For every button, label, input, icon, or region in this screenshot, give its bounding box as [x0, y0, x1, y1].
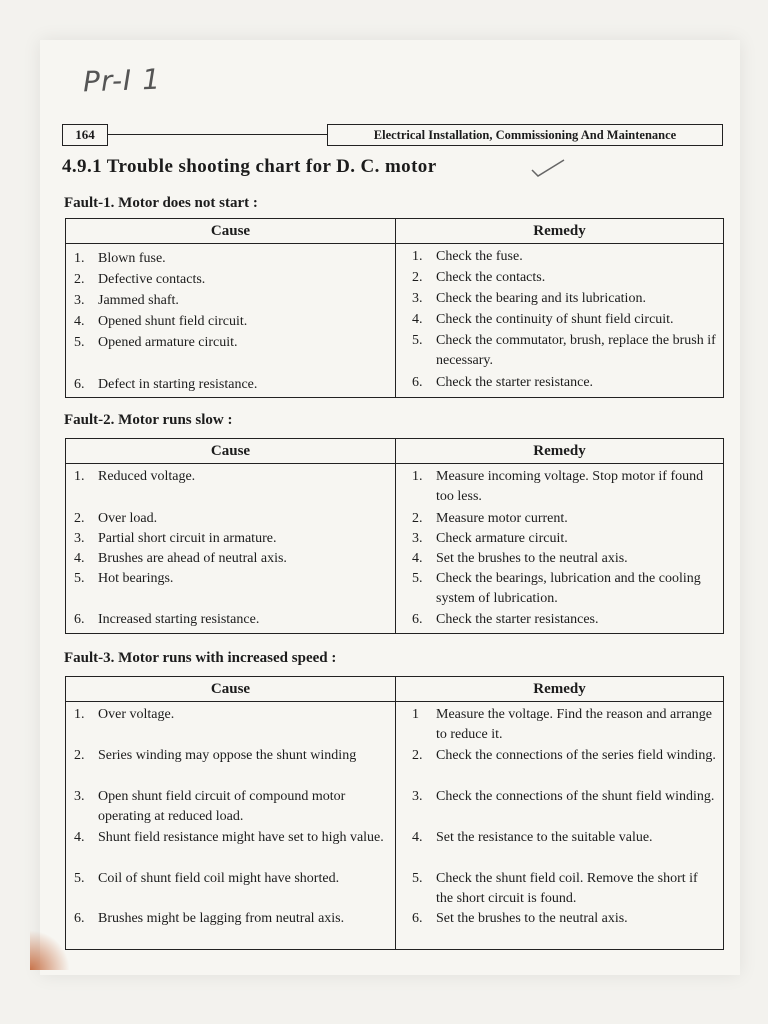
cause-item: 3. Open shunt field circuit of compound motor operating at reduced load.	[74, 789, 346, 824]
cause-item: 1. Blown fuse.	[74, 251, 166, 266]
cause-item: 4. Opened shunt field circuit.	[74, 314, 248, 329]
remedy-item: 1 Measure the voltage. Find the reason and arrange to reduce it.	[412, 707, 713, 742]
remedy-item: 6. Set the brushes to the neutral axis.	[412, 911, 628, 926]
fault-1-heading: Fault-1. Motor does not start :	[64, 195, 258, 211]
remedy-item: 2. Check the connections of the series field winding.	[412, 748, 716, 763]
cause-item: 4. Shunt field resistance might have set to high value.	[74, 830, 384, 845]
fault-2-heading: Fault-2. Motor runs slow :	[64, 412, 233, 428]
cause-item: 3. Jammed shaft.	[74, 293, 179, 308]
column-divider	[395, 439, 396, 633]
cause-item: 1. Over voltage.	[74, 707, 175, 722]
page-edge-stain	[30, 930, 70, 970]
header-rule	[107, 134, 327, 135]
cause-item: 5. Hot bearings.	[74, 571, 174, 586]
cause-item: 3. Partial short circuit in armature.	[74, 531, 277, 546]
remedy-item: 6. Check the starter resistances.	[412, 612, 599, 627]
cause-item: 6. Defect in starting resistance.	[74, 377, 258, 392]
tick-mark-icon	[530, 158, 566, 178]
cause-item: 2. Series winding may oppose the shunt winding	[74, 748, 357, 763]
remedy-item: 3. Check the connections of the shunt field winding.	[412, 789, 715, 804]
remedy-column-header: Remedy	[395, 219, 724, 244]
cause-item: 6. Brushes might be lagging from neutral axis.	[74, 911, 345, 926]
cause-item: 6. Increased starting resistance.	[74, 612, 260, 627]
column-divider	[395, 677, 396, 949]
remedy-item: 3. Check armature circuit.	[412, 531, 568, 546]
fault-2-table	[65, 438, 724, 634]
cause-item: 2. Over load.	[74, 511, 158, 526]
remedy-item: 5. Check the shunt field coil. Remove the short if the short circuit is found.	[412, 871, 698, 906]
cause-item: 5. Opened armature circuit.	[74, 335, 238, 350]
fault-3-table	[65, 676, 724, 950]
remedy-item: 2. Check the contacts.	[412, 270, 546, 285]
page-number: 164	[62, 124, 108, 146]
remedy-item: 4. Set the brushes to the neutral axis.	[412, 551, 628, 566]
remedy-item: 3. Check the bearing and its lubrication.	[412, 291, 646, 306]
cause-column-header: Cause	[66, 677, 395, 702]
cause-column-header: Cause	[66, 439, 395, 464]
cause-item: 4. Brushes are ahead of neutral axis.	[74, 551, 287, 566]
fault-3-heading: Fault-3. Motor runs with increased speed :	[64, 650, 337, 666]
column-divider	[395, 219, 396, 397]
cause-item: 5. Coil of shunt field coil might have shorted.	[74, 871, 340, 886]
cause-column-header: Cause	[66, 219, 395, 244]
remedy-column-header: Remedy	[395, 439, 724, 464]
remedy-item: 5. Check the commutator, brush, replace the brush if necessary.	[412, 333, 716, 368]
remedy-item: 1. Measure incoming voltage. Stop motor if found too less.	[412, 469, 704, 504]
remedy-item: 2. Measure motor current.	[412, 511, 568, 526]
fault-1-table	[65, 218, 724, 398]
running-header	[62, 124, 722, 146]
cause-item: 1. Reduced voltage.	[74, 469, 196, 484]
remedy-item: 6. Check the starter resistance.	[412, 375, 594, 390]
remedy-column-header: Remedy	[395, 677, 724, 702]
remedy-item: 4. Set the resistance to the suitable value.	[412, 830, 653, 845]
remedy-item: 1. Check the fuse.	[412, 249, 523, 264]
remedy-item: 4. Check the continuity of shunt field circuit.	[412, 312, 674, 327]
cause-item: 2. Defective contacts.	[74, 272, 206, 287]
section-title: 4.9.1 Trouble shooting chart for D. C. motor	[62, 156, 437, 177]
handwritten-note: Pr-I 1	[82, 62, 162, 99]
remedy-item: 5. Check the bearings, lubrication and the cooling system of lubrication.	[412, 571, 701, 606]
book-title: Electrical Installation, Commissioning And Maintenance	[327, 124, 723, 146]
